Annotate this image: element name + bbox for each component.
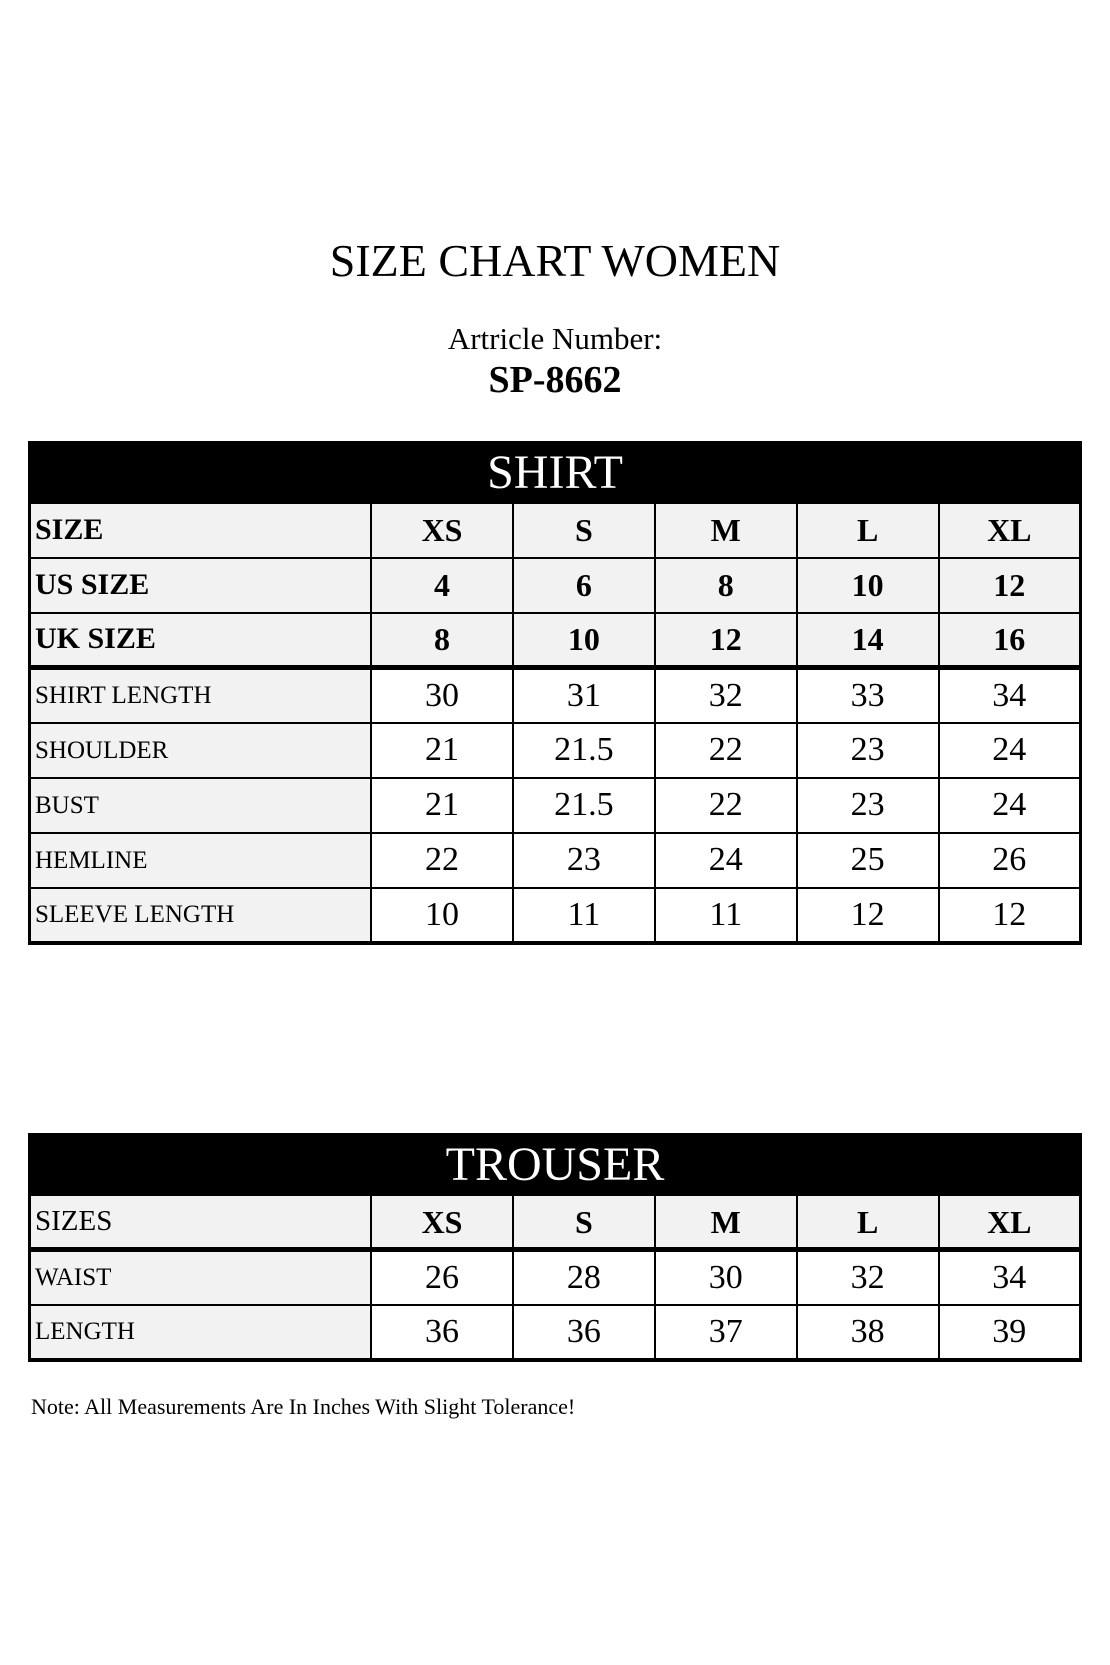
value-cell: 26 — [371, 1250, 513, 1305]
value-cell: 8 — [371, 613, 513, 668]
value-cell: S — [513, 503, 655, 558]
value-cell: 8 — [655, 558, 797, 613]
shirt-size-table — [28, 441, 1082, 945]
value-cell: 10 — [371, 888, 513, 943]
value-cell: XL — [939, 503, 1081, 558]
value-cell: 11 — [513, 888, 655, 943]
trouser-table-header-row — [30, 1135, 1081, 1195]
value-cell: XL — [939, 1195, 1081, 1250]
value-cell: 30 — [371, 668, 513, 723]
row-label-cell: SLEEVE LENGTH — [30, 888, 372, 943]
value-cell: 12 — [655, 613, 797, 668]
table-row — [30, 668, 1081, 723]
row-label-cell: US SIZE — [30, 558, 372, 613]
value-cell: 31 — [513, 668, 655, 723]
table-row — [30, 888, 1081, 943]
value-cell: 37 — [655, 1305, 797, 1360]
value-cell: 28 — [513, 1250, 655, 1305]
row-label-cell: BUST — [30, 778, 372, 833]
value-cell: 26 — [939, 833, 1081, 888]
value-cell: 6 — [513, 558, 655, 613]
value-cell: 10 — [797, 558, 939, 613]
row-label-cell: SHIRT LENGTH — [30, 668, 372, 723]
value-cell: 11 — [655, 888, 797, 943]
value-cell: L — [797, 1195, 939, 1250]
table-row — [30, 558, 1081, 613]
value-cell: S — [513, 1195, 655, 1250]
value-cell: M — [655, 503, 797, 558]
value-cell: 23 — [513, 833, 655, 888]
value-cell: 10 — [513, 613, 655, 668]
value-cell: 32 — [797, 1250, 939, 1305]
value-cell: 21.5 — [513, 778, 655, 833]
page-title: SIZE CHART WOMEN — [329, 235, 781, 286]
value-cell: 34 — [939, 668, 1081, 723]
value-cell: M — [655, 1195, 797, 1250]
value-cell: 24 — [655, 833, 797, 888]
value-cell: 12 — [797, 888, 939, 943]
value-cell: 23 — [797, 778, 939, 833]
row-label-cell: UK SIZE — [30, 613, 372, 668]
table-row — [30, 778, 1081, 833]
row-label-cell: LENGTH — [30, 1305, 372, 1360]
value-cell: 23 — [797, 723, 939, 778]
value-cell: 30 — [655, 1250, 797, 1305]
value-cell: 24 — [939, 778, 1081, 833]
value-cell: 12 — [939, 888, 1081, 943]
value-cell: 25 — [797, 833, 939, 888]
table-row — [30, 1305, 1081, 1360]
table-row — [30, 503, 1081, 558]
table-row — [30, 1250, 1081, 1305]
value-cell: 39 — [939, 1305, 1081, 1360]
value-cell: 22 — [371, 833, 513, 888]
value-cell: XS — [371, 503, 513, 558]
trouser-size-table — [28, 1133, 1082, 1362]
article-number-value: SP-8662 — [488, 359, 622, 401]
value-cell: 12 — [939, 558, 1081, 613]
value-cell: 4 — [371, 558, 513, 613]
value-cell: 16 — [939, 613, 1081, 668]
value-cell: 33 — [797, 668, 939, 723]
measurement-note: Note: All Measurements Are In Inches With Slight Tolerance! — [31, 1394, 576, 1419]
article-number-label: Artricle Number: — [447, 321, 663, 356]
trouser-table-title: TROUSER — [30, 1135, 1081, 1195]
row-label-cell: SIZES — [30, 1195, 372, 1250]
row-label-cell: SIZE — [30, 503, 372, 558]
value-cell: 36 — [513, 1305, 655, 1360]
row-label-cell: WAIST — [30, 1250, 372, 1305]
value-cell: XS — [371, 1195, 513, 1250]
table-row — [30, 833, 1081, 888]
value-cell: 36 — [371, 1305, 513, 1360]
value-cell: 34 — [939, 1250, 1081, 1305]
value-cell: 21 — [371, 778, 513, 833]
value-cell: 32 — [655, 668, 797, 723]
value-cell: 22 — [655, 723, 797, 778]
value-cell: 24 — [939, 723, 1081, 778]
row-label-cell: HEMLINE — [30, 833, 372, 888]
table-row — [30, 613, 1081, 668]
value-cell: 38 — [797, 1305, 939, 1360]
value-cell: 14 — [797, 613, 939, 668]
value-cell: 22 — [655, 778, 797, 833]
shirt-table-title: SHIRT — [30, 443, 1081, 503]
value-cell: 21.5 — [513, 723, 655, 778]
value-cell: 21 — [371, 723, 513, 778]
table-row — [30, 1195, 1081, 1250]
table-row — [30, 723, 1081, 778]
shirt-table-header-row — [30, 443, 1081, 503]
row-label-cell: SHOULDER — [30, 723, 372, 778]
value-cell: L — [797, 503, 939, 558]
